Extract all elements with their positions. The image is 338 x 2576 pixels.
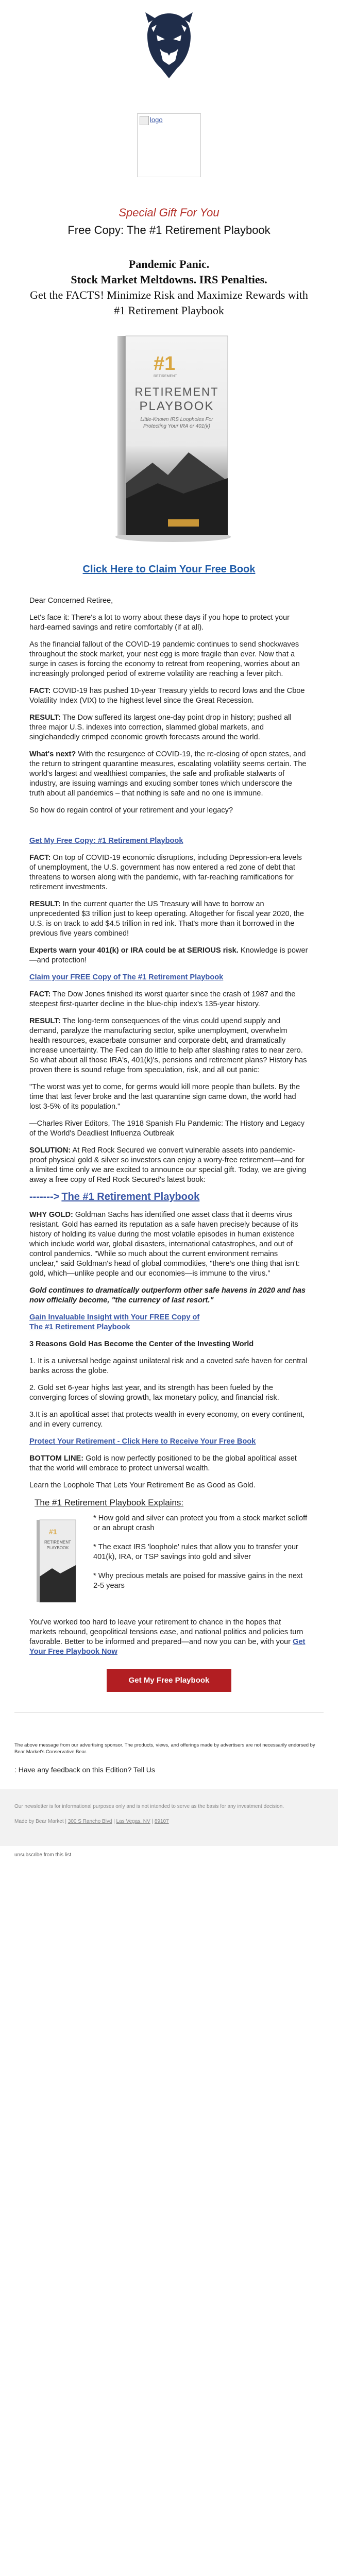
mini-book-cover-icon[interactable]	[33, 1510, 79, 1611]
link-paragraph	[29, 1192, 309, 1203]
label: FACT:	[29, 990, 51, 998]
quote: "The worst was yet to come, for germs would kill more people than bullets. By the time that last fever broke and the last quarantine sign came down, the world had lost 3-5% of its population."	[29, 1083, 300, 1111]
link-paragraph	[29, 973, 309, 982]
label: BOTTOM LINE:	[29, 1454, 84, 1463]
claim-copy-link[interactable]: Claim your FREE Copy of The #1 Retirement Playbook	[29, 973, 224, 981]
arrow-text: ------->	[29, 1191, 60, 1202]
label: FACT:	[29, 854, 51, 862]
broken-image-icon	[140, 116, 149, 125]
bear-logo-icon	[141, 7, 197, 84]
playbook-link[interactable]: The #1 Retirement Playbook	[61, 1191, 200, 1202]
book-subtitle: Little-Known IRS Loopholes For Protecting Your IRA or 401(k)	[140, 417, 213, 429]
book-tag: RETIREMENT	[154, 375, 177, 378]
label: FACT:	[29, 687, 51, 695]
address-link[interactable]: 300 S Rancho Blvd	[67, 1819, 112, 1824]
insight-link[interactable]: Gain Invaluable Insight with Your FREE Copy of	[29, 1313, 200, 1321]
reason-item: 2. Gold set 6-year highs last year, and its strength has been fueled by the converging forces of slowing growth, lax monetary policy, and financial risk.	[29, 1384, 279, 1402]
mini-book-title-2: PLAYBOOK	[46, 1546, 69, 1550]
reason-item: 3.It is an apolitical asset that protects wealth in every economy, on every continent, and in every currency.	[29, 1411, 305, 1429]
text: The Dow Jones finished its worst quarter since the crash of 1987 and the steepest first-quarter decline in the blue-chip index's 135-year history.	[29, 990, 296, 1008]
free-copy-link[interactable]: Get My Free Copy: #1 Retirement Playbook	[29, 837, 183, 845]
text: The Dow suffered its largest one-day point drop in history; pushed all three major U.S. indexes into correction, slammed global markets, and singlehandedly crimped economic growth forecasts around the world.	[29, 714, 292, 741]
free-playbook-now-link[interactable]: Get Your Free Playbook Now	[29, 1638, 306, 1656]
disclaimer-text: The above message from our advertising sponsor. The products, views, and offerings made by advertisers are not necessarily endorsed by Bear Market's Conservative Bear.	[14, 1742, 315, 1755]
mini-book-number: #1	[49, 1528, 57, 1536]
text: In the current quarter the US Treasury will have to borrow an unprecedented $3 trillion just to keep operating. Altogether for fiscal year 2020, the U.S. is on track to add $4.5 trillion in red ink. That's more than it borrowed in the previous five years combined!	[29, 900, 305, 938]
footer	[0, 1789, 338, 1846]
footer-address: Made by Bear Market | 300 S Rancho Blvd | Las Vegas, NV | 89107	[14, 1819, 169, 1824]
explains-section	[29, 1498, 309, 1611]
explains-row	[29, 1510, 309, 1611]
bold-text: Experts warn your 401(k) or IRA could be at SERIOUS risk.	[29, 946, 239, 955]
letter-body	[0, 596, 338, 1657]
paragraph	[29, 686, 309, 706]
link-paragraph	[29, 1437, 309, 1447]
text: The long-term consequences of the virus could upend supply and demand, paralyze the manufacturing sector, spike unemployment, overwhelm health resources, exacerbate consumer and corporate debt, and dramatically increase uncertainty. The Fed can do little to help after slashing rates to near zero. So what about all those IRA's, 401(k)'s, pensions and retirement plans? History has proven there is sound refuge from speculation, risk, and all out panic:	[29, 1017, 307, 1074]
text: On top of COVID-19 economic disruptions, including Depression-era levels of unemployment, the U.S. government has now entered a red zone of debt that threatens to worsen along with the pandemic, with far-reaching ramifications for retirement investments.	[29, 854, 302, 891]
zip-link[interactable]: 89107	[154, 1819, 169, 1824]
text: Goldman Sachs has identified one asset class that it deems virus resistant. Gold has earned its reputation as a safe haven precisely because of its history of holding its value during the most volatile episodes in human existence which include world war, global disasters, international catastrophes, and out of control pandemics. "While so much about the current environment remains unclear," said Goldman's head of global commodities, "there's one thing that isn't: gold, which—unlike people and our economies—is immune to the virus."	[29, 1211, 300, 1278]
label: What's next?	[29, 750, 76, 758]
mini-book-title-1: RETIREMENT	[44, 1540, 71, 1545]
paragraph: Let's face it: There's a lot to worry about these days if you hope to protect your hard-earned savings and retire comfortably (if at all).	[29, 614, 290, 632]
paragraph	[29, 1016, 309, 1075]
paragraph	[29, 1618, 309, 1657]
get-free-playbook-button[interactable]: Get My Free Playbook	[107, 1669, 231, 1692]
text: Gold is now perfectly positioned to be the global apolitical asset that the world will embrace to protect universal wealth.	[29, 1454, 297, 1472]
paragraph	[29, 1146, 309, 1185]
special-gift-heading: Special Gift For You	[119, 206, 219, 219]
label: RESULT:	[29, 1017, 61, 1025]
paragraph	[29, 1286, 309, 1306]
bold-italic-text: Gold continues to dramatically outperform other safe havens in 2020 and has now officially become, "the currency of last resort."	[29, 1286, 306, 1304]
text: With the resurgence of COVID-19, the re-closing of open states, and the return to stringent quarantine measures, escalating volatility seems certain. The world's largest and wealthiest companies, the safe and profitable stalwarts of industry, are issuing warnings and exuding somber tones which underscore the truth about all pandemics – that nothing is safe and no one is immune.	[29, 750, 307, 798]
bullet-item: * Why precious metals are poised for massive gains in the next 2-5 years	[93, 1572, 303, 1590]
protect-retirement-link[interactable]: Protect Your Retirement - Click Here to Receive Your Free Book	[29, 1437, 256, 1446]
text: Knowledge is power—and protection!	[29, 946, 308, 964]
paragraph	[29, 1210, 309, 1279]
city-link[interactable]: Las Vegas, NV	[116, 1819, 150, 1824]
link-paragraph	[29, 1313, 309, 1332]
logo-image	[137, 113, 201, 177]
footer-note: Our newsletter is for informational purposes only and is not intended to serve as the basis for any investment decision.	[14, 1804, 284, 1809]
bullet-list	[93, 1510, 309, 1611]
book-cover-image[interactable]	[106, 329, 232, 545]
unsubscribe-link[interactable]: unsubscribe from this list	[14, 1852, 72, 1858]
link-paragraph	[29, 836, 309, 846]
paragraph	[29, 750, 309, 799]
paragraph: So how do regain control of your retirement and your legacy?	[29, 806, 233, 815]
paragraph: As the financial fallout of the COVID-19 pandemic continues to send shockwaves throughout the stock market, your nest egg is more fragile than ever. Now that a surge in cases is forcing the economy to retreat from reopening, worries about an increasingly prolonged period of extreme volatility are reaching a fever pitch.	[29, 640, 300, 678]
text: You've worked too hard to leave your retirement to chance in the hopes that markets rebound, geopolitical tensions ease, and national politics and policies turn favorable. Better to be informed and prepared—and now you can be, with your	[29, 1618, 303, 1646]
reason-item: 1. It is a universal hedge against unilateral risk and a coveted safe haven for central banks across the globe.	[29, 1357, 308, 1375]
book-title-2: PLAYBOOK	[139, 399, 214, 413]
book-number: #1	[154, 353, 176, 375]
reasons-title-text: 3 Reasons Gold Has Become the Center of the Investing World	[29, 1340, 254, 1348]
company-name: Made by Bear Market	[14, 1819, 64, 1824]
book-cover-icon	[106, 329, 232, 545]
headline-line-1: Pandemic Panic.	[128, 258, 210, 270]
text: COVID-19 has pushed 10-year Treasury yields to record lows and the Cboe Volatility Index (VIX) to the highest level since the Great Recession.	[29, 687, 305, 705]
label: SOLUTION:	[29, 1146, 71, 1155]
label: WHY GOLD:	[29, 1211, 73, 1219]
paragraph	[29, 713, 309, 742]
headline	[0, 257, 338, 318]
logo-alt-text: logo	[150, 116, 163, 124]
bullet-item: * The exact IRS 'loophole' rules that allow you to transfer your 401(k), IRA, or TSP savings into gold and silver	[93, 1543, 298, 1561]
greeting: Dear Concerned Retiree,	[29, 597, 113, 605]
label: RESULT:	[29, 714, 61, 722]
headline-line-3: Get the FACTS! Minimize Risk and Maximize Rewards with #1 Retirement Playbook	[30, 289, 308, 317]
claim-free-book-link[interactable]: Click Here to Claim Your Free Book	[82, 564, 256, 575]
email-page	[0, 7, 338, 1864]
reasons-title	[29, 1340, 309, 1349]
book-title-1: RETIREMENT	[134, 385, 219, 398]
paragraph	[29, 900, 309, 939]
headline-line-2: Stock Market Meltdowns. IRS Penalties.	[71, 273, 267, 286]
feedback-link[interactable]: : Have any feedback on this Edition? Tell Us	[14, 1766, 155, 1774]
paragraph	[29, 946, 309, 965]
free-copy-heading: Free Copy: The #1 Retirement Playbook	[67, 224, 271, 236]
paragraph: Learn the Loophole That Lets Your Retirement Be as Good as Gold.	[29, 1481, 256, 1489]
insight-link-2[interactable]: The #1 Retirement Playbook	[29, 1323, 130, 1331]
paragraph	[29, 853, 309, 892]
explains-heading: The #1 Retirement Playbook Explains:	[35, 1498, 184, 1507]
quote-source: —Charles River Editors, The 1918 Spanish Flu Pandemic: The History and Legacy of the World's Deadliest Influenza Outbreak	[29, 1120, 305, 1138]
paragraph	[29, 1454, 309, 1473]
paragraph	[29, 990, 309, 1009]
label: RESULT:	[29, 900, 61, 908]
text: At Red Rock Secured we convert vulnerable assets into pandemic-proof physical gold & silver so investors can enjoy a worry-free retirement—and for a limited time only we are excited to announce our special gift. Today, we are giving away a free copy of Red Rock Secured's latest book:	[29, 1146, 307, 1184]
bullet-item: * How gold and silver can protect you from a stock market selloff or an abrupt crash	[93, 1514, 308, 1532]
